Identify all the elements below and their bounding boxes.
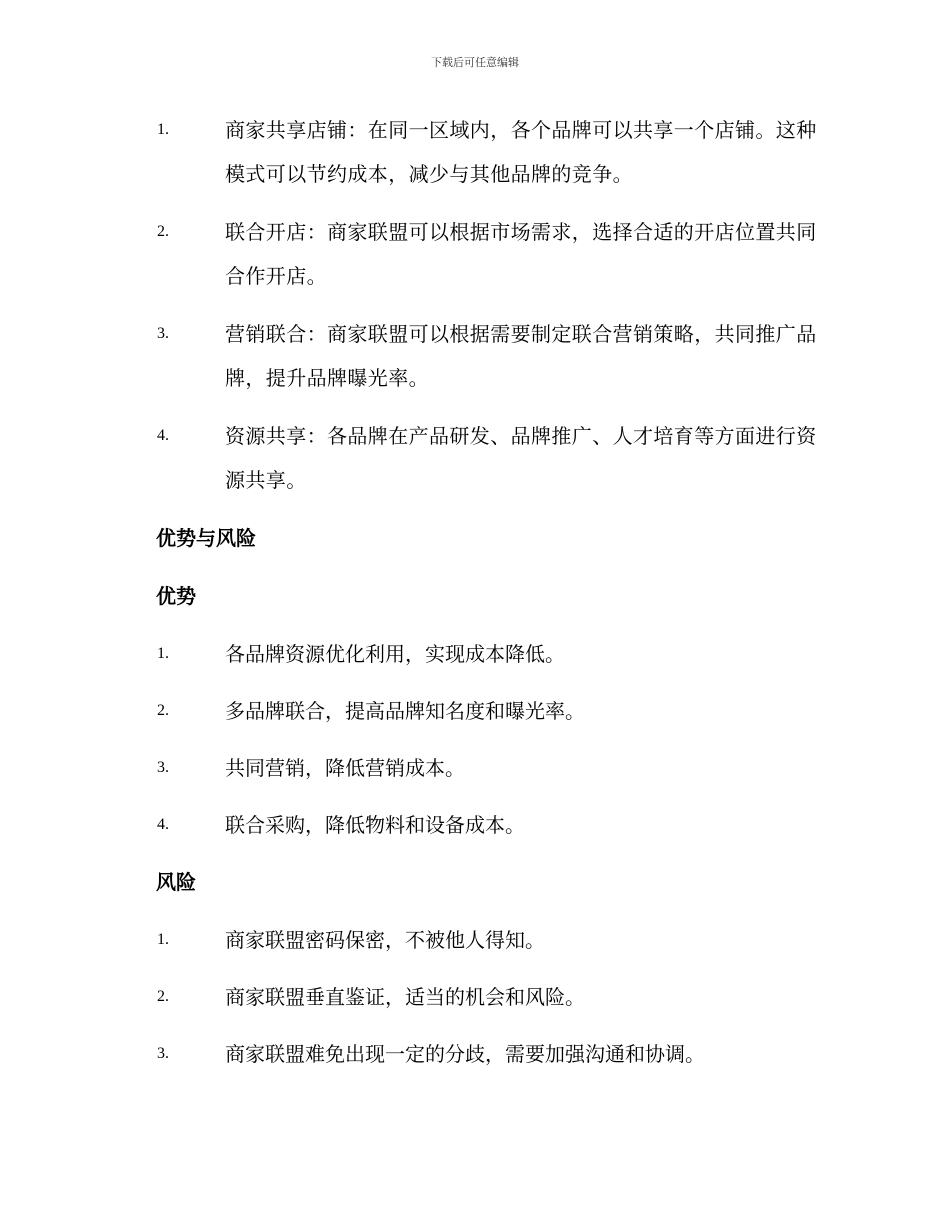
item-number: 2. (157, 988, 169, 1005)
item-text: 商家联盟难免出现一定的分歧，需要加强沟通和协调。 (225, 1042, 705, 1066)
advantages-title: 优势 (156, 584, 196, 608)
advantage-item (113, 803, 833, 847)
item-text: 多品牌联合，提高品牌知名度和曝光率。 (225, 699, 585, 723)
risk-item (113, 975, 833, 1019)
page-header: 下载后可任意编辑 (431, 56, 519, 69)
item-number: 3. (157, 759, 169, 776)
item-number: 3. (157, 325, 169, 342)
section-title: 优势与风险 (156, 526, 256, 550)
advantage-item (113, 632, 833, 676)
risk-item (113, 1032, 833, 1076)
item-text: 商家共享店铺：在同一区域内，各个品牌可以共享一个店铺。这种模式可以节约成本，减少与其他品牌的竞争。 (225, 118, 817, 186)
item-text: 联合开店：商家联盟可以根据市场需求，选择合适的开店位置共同合作开店。 (225, 220, 817, 288)
intro-item (113, 210, 833, 298)
item-text: 共同营销，降低营销成本。 (225, 756, 465, 780)
intro-item (113, 414, 833, 502)
item-text: 联合采购，降低物料和设备成本。 (225, 813, 525, 837)
item-text: 资源共享：各品牌在产品研发、品牌推广、人才培育等方面进行资源共享。 (225, 424, 817, 492)
item-number: 3. (157, 1045, 169, 1062)
item-number: 1. (157, 121, 169, 138)
item-number: 1. (157, 645, 169, 662)
item-number: 4. (157, 816, 169, 833)
intro-item (113, 108, 833, 196)
item-number: 2. (157, 223, 169, 240)
item-number: 1. (157, 931, 169, 948)
item-text: 商家联盟垂直鉴证，适当的机会和风险。 (225, 985, 585, 1009)
advantage-item (113, 746, 833, 790)
item-text: 营销联合：商家联盟可以根据需要制定联合营销策略，共同推广品牌，提升品牌曝光率。 (225, 322, 817, 390)
advantage-item (113, 689, 833, 733)
document-body (113, 108, 833, 1089)
item-text: 各品牌资源优化利用，实现成本降低。 (225, 642, 565, 666)
item-text: 商家联盟密码保密，不被他人得知。 (225, 928, 545, 952)
item-number: 4. (157, 427, 169, 444)
intro-item (113, 312, 833, 400)
risk-item (113, 918, 833, 962)
item-number: 2. (157, 702, 169, 719)
risks-title: 风险 (156, 870, 196, 894)
